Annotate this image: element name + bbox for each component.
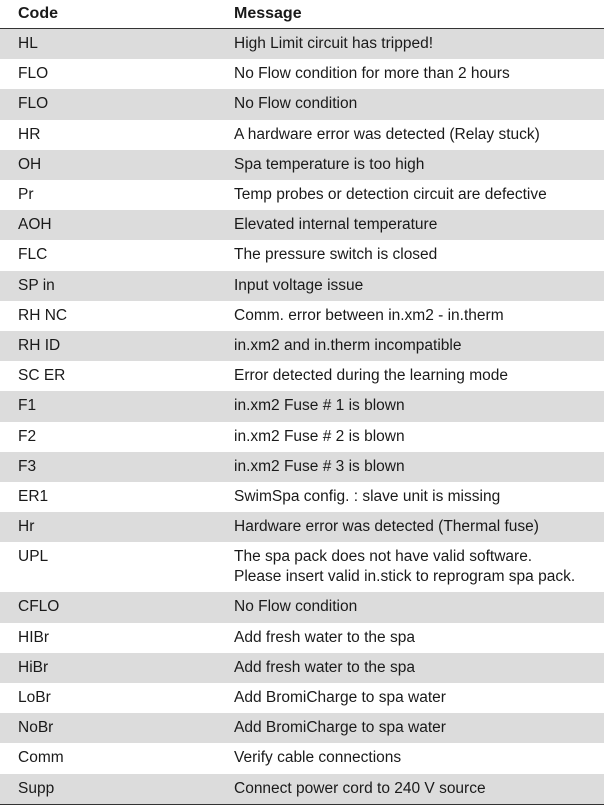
message-line: in.xm2 Fuse # 3 is blown: [234, 457, 405, 475]
cell-code: LoBr: [18, 689, 51, 707]
cell-message: [216, 713, 604, 743]
cell-message: [216, 592, 604, 622]
message-line: No Flow condition: [234, 95, 358, 113]
cell-code: F3: [18, 457, 37, 475]
cell-code: RH NC: [18, 306, 68, 324]
message-line: Add BromiCharge to spa water: [234, 719, 446, 737]
cell-code: HL: [18, 35, 38, 52]
cell-message: [216, 774, 604, 804]
cell-code: Pr: [18, 186, 34, 204]
message-line: SwimSpa config. : slave unit is missing: [234, 488, 501, 506]
table-header: [0, 0, 604, 29]
message-line: High Limit circuit has tripped!: [234, 35, 433, 52]
cell-code: OH: [18, 155, 42, 173]
cell-message: [216, 89, 604, 119]
cell-code: FLO: [18, 65, 49, 83]
message-line: Add BromiCharge to spa water: [234, 689, 446, 707]
cell-message: [216, 180, 604, 210]
cell-message: [216, 653, 604, 683]
table-row: [0, 59, 604, 89]
cell-code: NoBr: [18, 719, 54, 737]
message-line: Spa temperature is too high: [234, 155, 425, 173]
table-row: [0, 542, 604, 592]
cell-message: [216, 271, 604, 301]
cell-code: SC ER: [18, 367, 66, 385]
message-line: in.xm2 and in.therm incompatible: [234, 337, 462, 355]
cell-message: [216, 512, 604, 542]
message-line: Please insert valid in.stick to reprogram spa pack.: [234, 568, 576, 586]
table-row: [0, 512, 604, 542]
cell-code: AOH: [18, 216, 52, 234]
table-row: [0, 331, 604, 361]
cell-message: [216, 452, 604, 482]
cell-code: SP in: [18, 276, 55, 294]
table-row: [0, 422, 604, 452]
message-line: in.xm2 Fuse # 1 is blown: [234, 397, 405, 415]
cell-code: CFLO: [18, 598, 60, 616]
table-body: [0, 29, 604, 804]
table-row: [0, 743, 604, 773]
cell-message: [216, 547, 604, 587]
message-line: Add fresh water to the spa: [234, 628, 415, 646]
message-line: Input voltage issue: [234, 276, 364, 294]
cell-message: [216, 59, 604, 89]
cell-code: F2: [18, 427, 37, 445]
table-row: [0, 361, 604, 391]
table-row: [0, 150, 604, 180]
column-header-code: Code: [18, 5, 58, 22]
table-row: [0, 713, 604, 743]
cell-message: [216, 29, 604, 59]
message-line: The spa pack does not have valid software.: [234, 548, 533, 566]
cell-code: Hr: [18, 518, 35, 536]
table-row: [0, 592, 604, 622]
cell-message: [216, 422, 604, 452]
message-line: Elevated internal temperature: [234, 216, 438, 234]
cell-message: [216, 482, 604, 512]
cell-message: [216, 301, 604, 331]
cell-message: [216, 623, 604, 653]
table-row: [0, 89, 604, 119]
cell-message: [216, 361, 604, 391]
message-line: No Flow condition for more than 2 hours: [234, 65, 510, 83]
message-line: Verify cable connections: [234, 749, 402, 767]
message-line: Comm. error between in.xm2 - in.therm: [234, 306, 504, 324]
cell-code: RH ID: [18, 337, 61, 355]
table-row: [0, 29, 604, 59]
table-row: [0, 301, 604, 331]
cell-code: FLO: [18, 95, 49, 113]
cell-code: HiBr: [18, 658, 49, 676]
table-row: [0, 452, 604, 482]
table-row: [0, 271, 604, 301]
cell-message: [216, 391, 604, 421]
message-line: Temp probes or detection circuit are defective: [234, 186, 547, 204]
table-row: [0, 120, 604, 150]
cell-message: [216, 150, 604, 180]
cell-code: Supp: [18, 779, 55, 797]
table-row: [0, 774, 604, 804]
cell-code: FLC: [18, 246, 48, 264]
message-line: Hardware error was detected (Thermal fuse): [234, 518, 539, 536]
message-line: Add fresh water to the spa: [234, 658, 415, 676]
table-row: [0, 391, 604, 421]
table-row: [0, 180, 604, 210]
message-line: A hardware error was detected (Relay stuck): [234, 125, 540, 143]
cell-message: [216, 240, 604, 270]
table-row: [0, 683, 604, 713]
cell-message: [216, 743, 604, 773]
message-line: Connect power cord to 240 V source: [234, 779, 486, 797]
cell-code: UPL: [18, 548, 49, 566]
column-header-message: Message: [234, 5, 302, 22]
table-row: [0, 623, 604, 653]
cell-code: ER1: [18, 488, 49, 506]
table-row: [0, 482, 604, 512]
cell-code: HIBr: [18, 628, 49, 646]
cell-code: Comm: [18, 749, 64, 767]
message-line: No Flow condition: [234, 598, 358, 616]
table-row: [0, 653, 604, 683]
table-row: [0, 210, 604, 240]
message-line: The pressure switch is closed: [234, 246, 438, 264]
message-line: in.xm2 Fuse # 2 is blown: [234, 427, 405, 445]
cell-message: [216, 683, 604, 713]
cell-message: [216, 210, 604, 240]
cell-message: [216, 331, 604, 361]
cell-code: F1: [18, 397, 37, 415]
table-row: [0, 240, 604, 270]
cell-message: [216, 120, 604, 150]
message-line: Error detected during the learning mode: [234, 367, 508, 385]
cell-code: HR: [18, 125, 41, 143]
